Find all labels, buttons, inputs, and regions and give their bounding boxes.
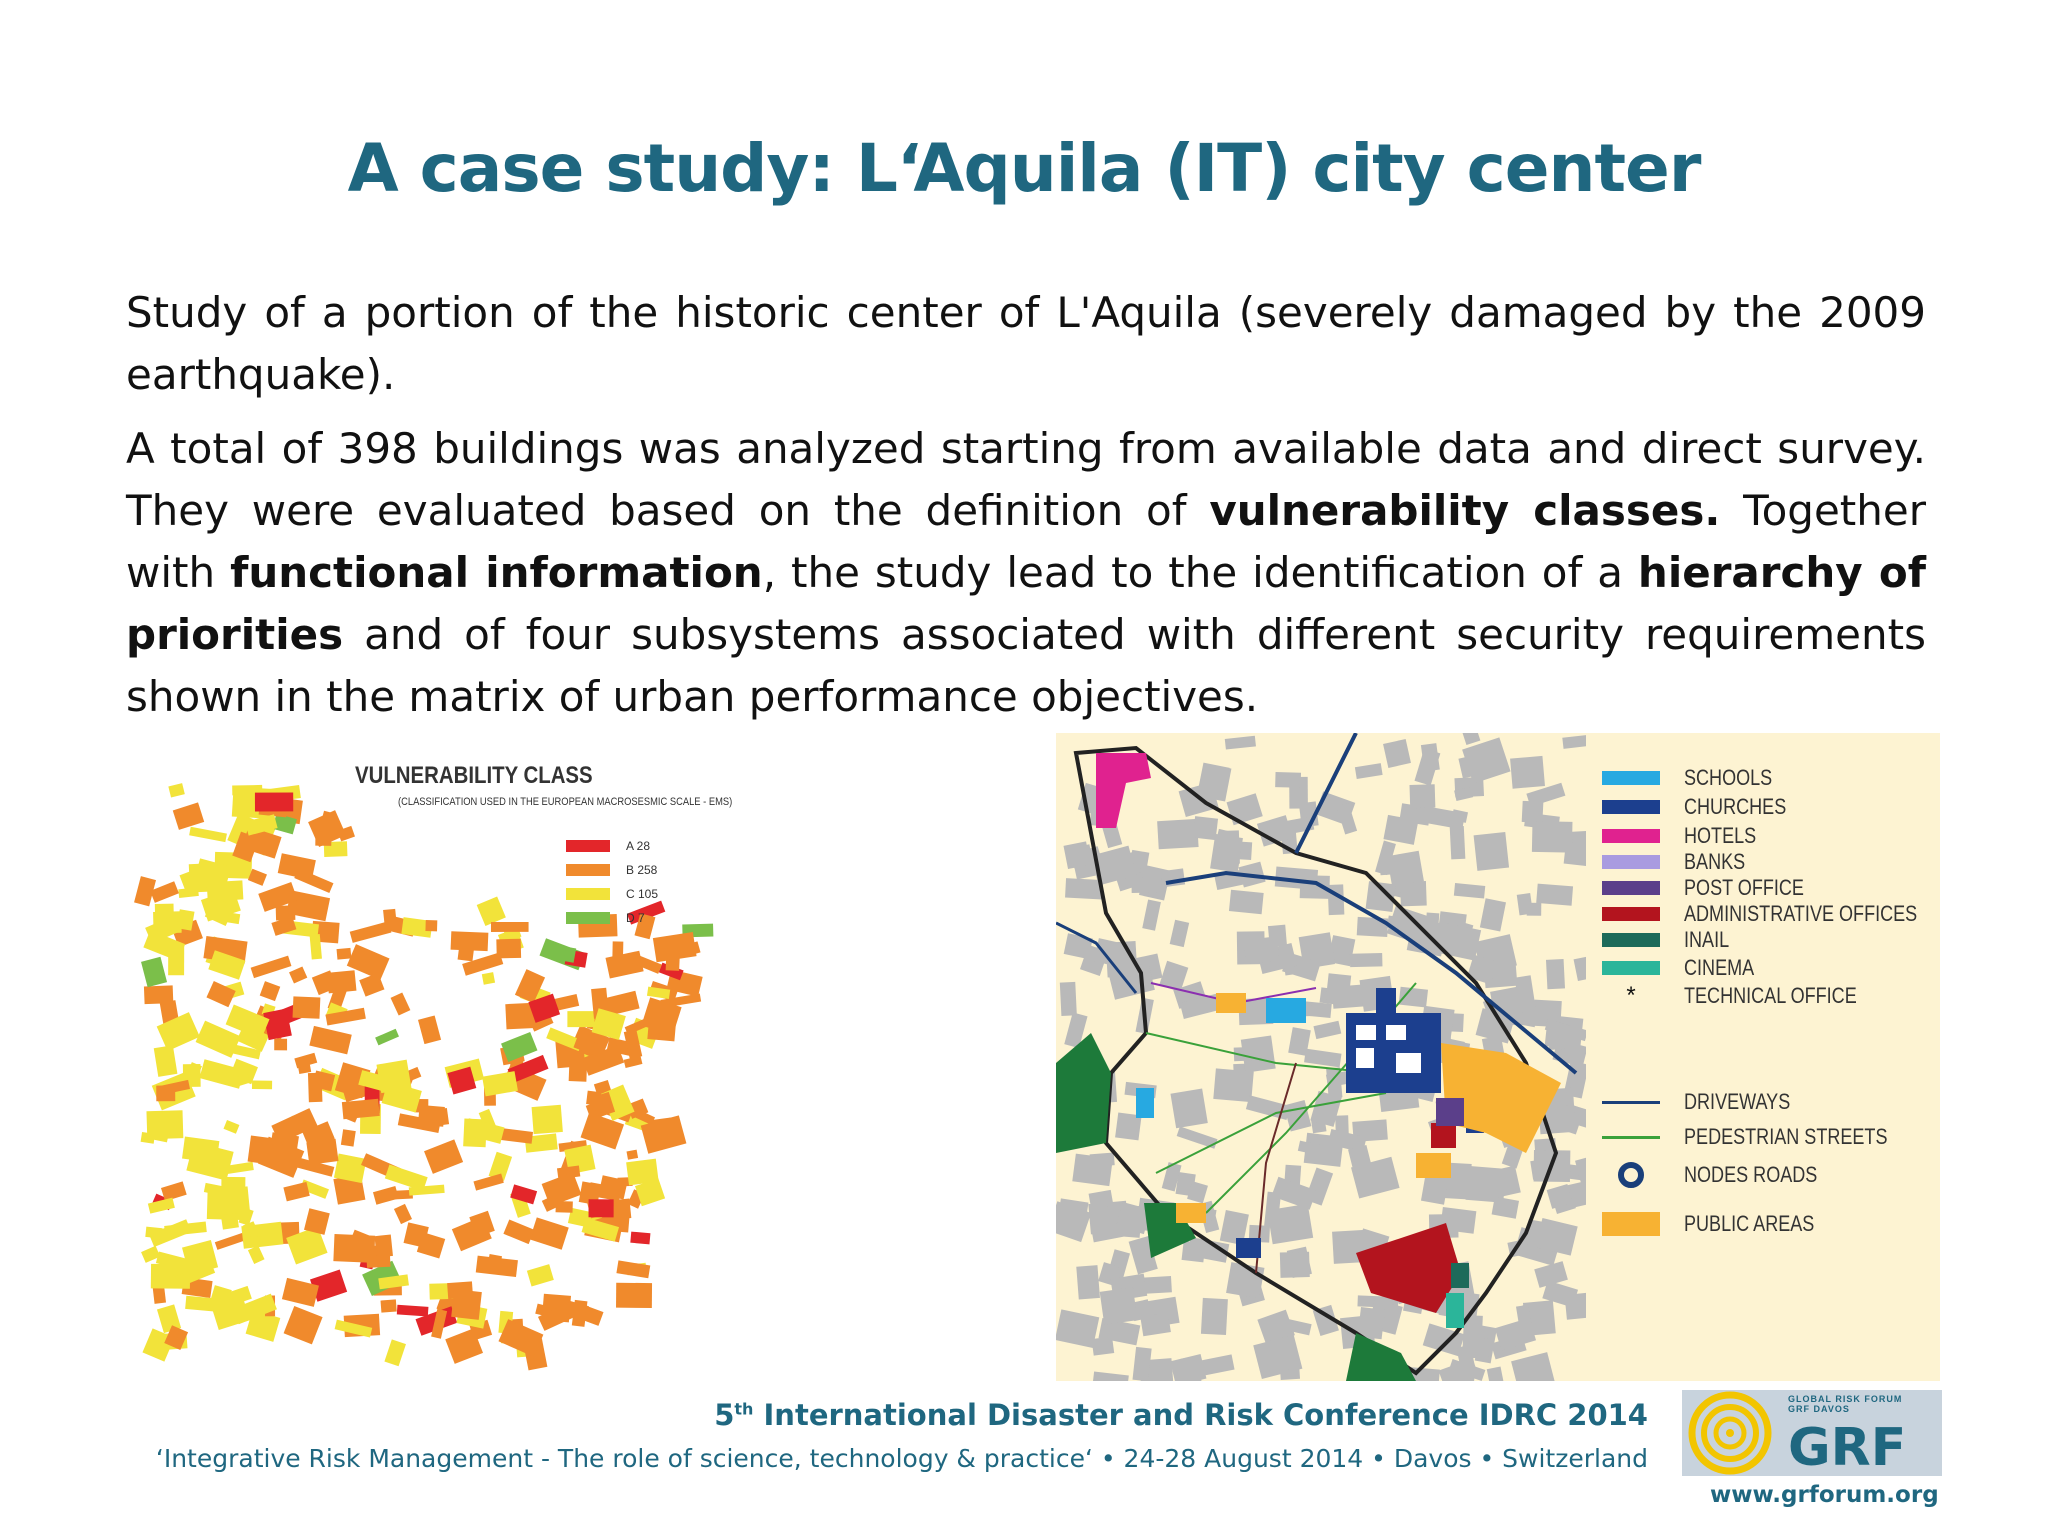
building-block	[530, 1217, 569, 1249]
building-block	[418, 1015, 441, 1044]
building-block	[451, 931, 489, 951]
building-block	[274, 1039, 287, 1051]
building-block	[248, 1246, 265, 1264]
legend-swatch	[1602, 1212, 1660, 1236]
legend-swatch	[1602, 771, 1660, 785]
legend-swatch	[566, 864, 610, 876]
vulnerability-map-subtitle: (CLASSIFICATION USED IN THE EUROPEAN MACROSESMIC SCALE - EMS)	[398, 796, 733, 808]
building-block	[1076, 1265, 1100, 1299]
building-block	[221, 1213, 239, 1229]
building-block	[1388, 821, 1403, 833]
building-block	[278, 853, 316, 880]
building-block	[589, 1199, 614, 1217]
vulnerability-legend	[566, 834, 658, 930]
spiral-icon	[1682, 1390, 1782, 1476]
building-block	[647, 1012, 676, 1041]
logo-text-small: GLOBAL RISK FORUM GRF DAVOS	[1788, 1394, 1903, 1414]
legend-swatch	[566, 912, 610, 924]
legend-label: BANKS	[1684, 849, 1746, 874]
building-block	[397, 1305, 429, 1317]
functional-legend-item	[1602, 927, 1739, 953]
building-block	[1532, 821, 1573, 853]
building-block	[532, 1105, 563, 1134]
legend-label: B 258	[626, 863, 658, 877]
legend-label: CHURCHES	[1684, 794, 1787, 819]
building-block	[1280, 1369, 1300, 1380]
legend-label: SCHOOLS	[1684, 765, 1773, 790]
building-block	[527, 1264, 554, 1286]
functional-legend-item	[1602, 849, 1759, 875]
vulnerability-map	[130, 755, 830, 1400]
building-block	[394, 1204, 412, 1224]
building-block	[626, 1159, 659, 1186]
building-block	[630, 1232, 650, 1245]
building-block	[1350, 953, 1383, 967]
legend-swatch	[1602, 829, 1660, 843]
legend-swatch	[566, 840, 610, 852]
functional-legend	[1586, 733, 1940, 1381]
functional-legend-item	[1602, 794, 1809, 820]
paragraph-2: A total of 398 buildings was analyzed starting from available data and direct survey. They were evaluated based on the definition of vulnerability classes. Together with functional information, the study lead to the identification of a hierarchy of priorities and of four subsystems associated with different security requirements shown in the matrix of urban performance objectives.	[126, 424, 1926, 721]
line-swatch	[1602, 1136, 1660, 1139]
functional-legend-item	[1602, 823, 1772, 849]
star-icon: *	[1626, 982, 1636, 1009]
vulnerability-legend-item	[566, 858, 658, 882]
line-swatch	[1602, 1101, 1660, 1104]
conference-tagline: ‘Integrative Risk Management - The role of science, technology & practice‘ • 24-28 August 2014 • Davos • Switzerland	[155, 1444, 1648, 1473]
building-block	[1522, 801, 1544, 823]
vulnerability-legend-item	[566, 834, 658, 858]
building-block	[1219, 830, 1240, 864]
legend-label: ADMINISTRATIVE OFFICES	[1684, 901, 1918, 926]
building-block	[289, 966, 307, 983]
building-block	[337, 948, 352, 960]
building-block	[1063, 841, 1090, 869]
building-block	[182, 1137, 219, 1164]
building-block	[567, 1011, 594, 1027]
building-block	[1527, 903, 1542, 916]
building-block	[1450, 826, 1466, 859]
building-block	[146, 1110, 183, 1139]
legend-swatch	[1602, 800, 1660, 814]
building-block	[306, 1139, 338, 1165]
legend-label: DRIVEWAYS	[1684, 1089, 1791, 1114]
building-block	[1280, 1252, 1310, 1278]
building-block	[375, 1029, 399, 1046]
building-block	[1157, 819, 1198, 849]
building-block	[482, 1071, 518, 1096]
legend-label: HOTELS	[1684, 823, 1757, 848]
building-block	[276, 905, 296, 920]
functional-legend-item	[1602, 1161, 1847, 1189]
functional-legend-item	[1602, 1089, 1814, 1115]
legend-label: C 105	[626, 887, 659, 901]
building-block	[1548, 1026, 1574, 1050]
legend-label: A 28	[626, 839, 651, 853]
building-block	[309, 1026, 351, 1055]
building-block	[503, 1219, 534, 1244]
building-block	[1170, 1089, 1207, 1129]
building-block	[350, 921, 392, 943]
building-block	[223, 1120, 239, 1134]
building-block	[293, 996, 321, 1018]
legend-swatch	[1602, 933, 1660, 947]
building-block	[1275, 772, 1301, 788]
building-block	[1213, 1068, 1253, 1102]
building-block	[1100, 1287, 1138, 1325]
building-block	[189, 827, 227, 842]
building-block	[616, 1283, 652, 1308]
building-block	[373, 1186, 399, 1205]
building-block	[284, 1306, 323, 1344]
building-block	[252, 1081, 272, 1090]
building-block	[260, 981, 281, 1001]
building-block	[251, 956, 292, 979]
building-block	[1268, 925, 1287, 947]
legend-swatch	[1602, 961, 1660, 975]
building-block	[1072, 1154, 1113, 1186]
building-block	[168, 783, 184, 797]
building-block	[141, 957, 167, 987]
building-block	[145, 1227, 162, 1239]
building-block	[424, 1139, 463, 1173]
building-block	[384, 1339, 406, 1366]
building-block	[1474, 832, 1509, 871]
building-block	[1510, 756, 1545, 789]
building-block	[1466, 1166, 1506, 1203]
legend-label: PUBLIC AREAS	[1684, 1211, 1815, 1236]
vulnerability-map-title: VULNERABILITY CLASS	[355, 762, 593, 789]
building-block	[1387, 851, 1424, 887]
building-block	[341, 1129, 356, 1146]
building-block	[496, 939, 521, 959]
functional-legend-item	[1602, 1124, 1932, 1150]
building-block	[173, 802, 204, 829]
building-block	[376, 1060, 411, 1094]
building-block	[283, 1182, 309, 1202]
building-block	[391, 992, 411, 1015]
legend-label: D 7	[626, 911, 645, 925]
building-block	[627, 1150, 639, 1160]
building-block	[1201, 1298, 1228, 1335]
vulnerability-legend-item	[566, 882, 658, 906]
building-block	[221, 1177, 245, 1196]
building-block	[1400, 881, 1427, 906]
building-block	[451, 1289, 482, 1320]
legend-swatch	[1602, 881, 1660, 895]
functional-legend-item	[1602, 765, 1792, 791]
legend-swatch	[1602, 855, 1660, 869]
building-block	[1193, 816, 1218, 840]
functional-map	[1056, 733, 1586, 1381]
building-block	[1131, 878, 1161, 893]
legend-label: PEDESTRIAN STREETS	[1684, 1124, 1888, 1149]
logo-text-grf: GRF	[1788, 1418, 1907, 1478]
building-block	[383, 909, 396, 923]
legend-swatch	[566, 888, 610, 900]
building-block	[1092, 1336, 1115, 1355]
building-block	[1565, 1292, 1586, 1320]
building-block	[161, 1181, 187, 1201]
functional-legend-item	[1602, 983, 1895, 1009]
building-block	[491, 922, 529, 932]
functional-legend-item	[1602, 955, 1770, 981]
grf-logo	[1682, 1390, 1942, 1476]
building-block	[477, 896, 506, 925]
legend-label: POST OFFICE	[1684, 875, 1804, 900]
building-block	[255, 792, 293, 811]
building-block	[624, 1056, 643, 1068]
building-block	[242, 1225, 270, 1238]
building-block	[666, 942, 681, 971]
building-block	[168, 946, 184, 975]
ring-icon	[1602, 1161, 1660, 1189]
building-block	[154, 1045, 178, 1077]
legend-label: NODES ROADS	[1684, 1162, 1818, 1187]
legend-label: TECHNICAL OFFICE	[1684, 983, 1857, 1008]
building-block	[1409, 784, 1435, 808]
building-block	[1546, 959, 1565, 989]
building-block	[381, 1299, 397, 1312]
functional-legend-item	[1602, 1211, 1843, 1237]
website-link[interactable]: www.grforum.org	[1710, 1482, 1939, 1508]
building-block	[425, 920, 437, 931]
slide-title: A case study: L‘Aquila (IT) city center	[347, 130, 1701, 207]
conference-title: 5th International Disaster and Risk Conference IDRC 2014	[714, 1398, 1648, 1432]
building-block	[1536, 884, 1573, 906]
legend-label: INAIL	[1684, 927, 1730, 952]
building-block	[1060, 982, 1077, 1016]
building-block	[374, 1235, 392, 1258]
legend-swatch	[1602, 907, 1660, 921]
building-block	[1229, 890, 1264, 914]
vulnerability-legend-item	[566, 906, 658, 930]
building-block	[308, 1073, 322, 1103]
building-block	[333, 1234, 375, 1263]
legend-label: CINEMA	[1684, 955, 1755, 980]
slide-body	[126, 282, 1926, 740]
building-block	[1065, 878, 1103, 899]
building-block	[482, 972, 495, 985]
functional-legend-item	[1602, 875, 1830, 901]
paragraph-1: Study of a portion of the historic center of L'Aquila (severely damaged by the 2009 earthquake).	[126, 288, 1926, 399]
building-block	[473, 1174, 503, 1191]
building-block	[207, 880, 244, 901]
functional-legend-item	[1602, 901, 1968, 927]
building-block	[1267, 1204, 1313, 1245]
